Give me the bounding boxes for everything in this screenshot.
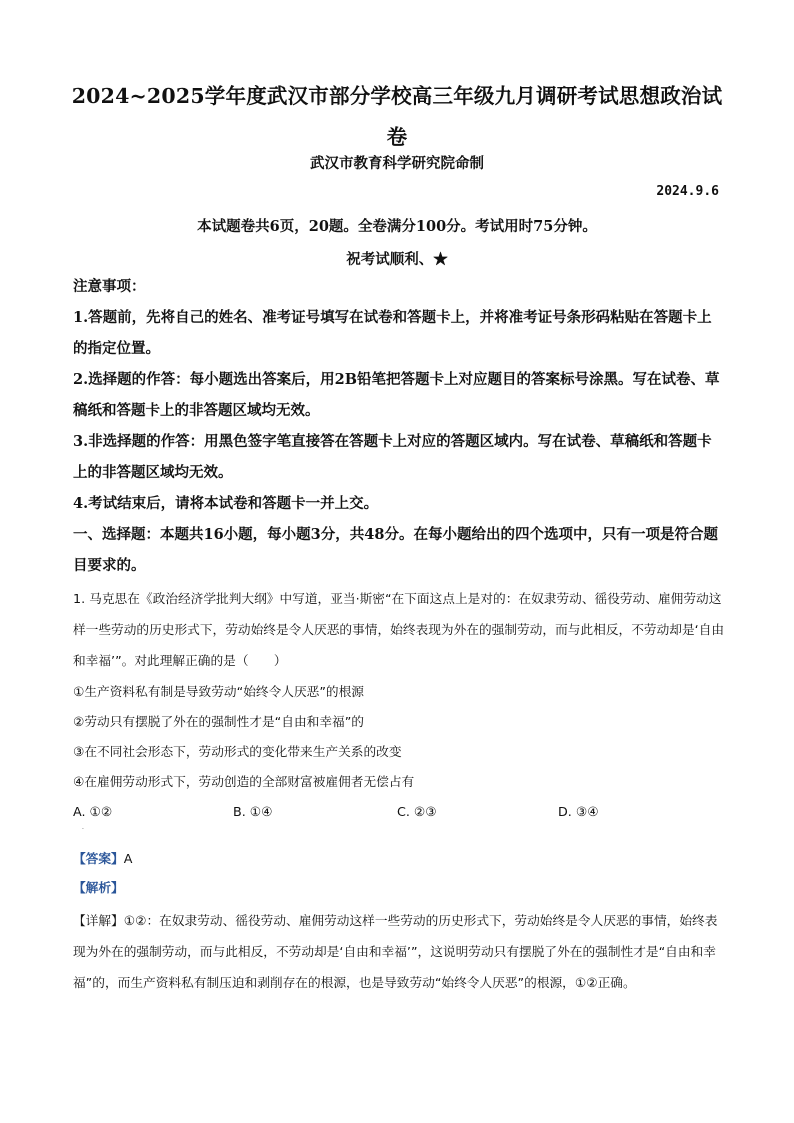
author-line: 武汉市教育科学研究院命制	[310, 155, 484, 172]
answer-options	[73, 804, 733, 832]
detail-block	[73, 905, 725, 998]
statement-2: ②劳动只有摆脱了外在的强制性才是“自由和幸福”的	[73, 714, 364, 729]
option-d: D. ③④	[558, 804, 599, 819]
option-c: C. ②③	[397, 804, 437, 819]
detail-text: ①②：在奴隶劳动、徭役劳动、雇佣劳动这样一些劳动的历史形式下，劳动始终是令人厌恶的事情，始终表现为外在的强制劳动，而与此相反，不劳动却是‘自由和幸福’”，这说明劳动只有摆脱了外在的强制性才是“自由和幸福”的，而生产资料私有制压迫和剥削存在的根源，也是导致劳动“始终令人厌恶”的根源，①②正确。	[73, 913, 718, 990]
notice-heading: 注意事项：	[73, 278, 146, 295]
notice-item-2: 2.选择题的作答：每小题选出答案后，用2B铅笔把答题卡上对应题目的答案标号涂黑。写在试卷、草稿纸和答题卡上的非答题区域均无效。	[73, 371, 720, 419]
analysis-label: 【解析】	[73, 880, 124, 895]
answer-label: 【答案】	[73, 851, 124, 866]
answer-line	[73, 845, 725, 873]
statement-4: ④在雇佣劳动形式下，劳动创造的全部财富被雇佣者无偿占有	[73, 774, 415, 789]
option-a: A. ①②	[73, 804, 113, 819]
statement-1: ①生产资料私有制是导致劳动“始终令人厌恶”的根源	[73, 684, 364, 699]
detail-label: 【详解】	[73, 913, 124, 928]
option-b: B. ①④	[233, 804, 273, 819]
statement-3: ③在不同社会形态下，劳动形式的变化带来生产关系的改变	[73, 744, 402, 759]
section-heading: 一、选择题：本题共16小题，每小题3分，共48分。在每小题给出的四个选项中，只有一项是符合题目要求的。	[73, 526, 718, 574]
notice-item-4: 4.考试结束后，请将本试卷和答题卡一并上交。	[73, 495, 379, 512]
analysis-line	[73, 874, 725, 902]
exam-info: 本试题卷共6页，20题。全卷满分100分。考试用时75分钟。	[197, 218, 597, 235]
wish-line: 祝考试顺利、★	[346, 251, 448, 268]
notice-section	[73, 271, 725, 519]
question-stem: 1. 马克思在《政治经济学批判大纲》中写道，亚当·斯密“在下面这点上是对的：在奴隶劳动、徭役劳动、雇佣劳动这样一些劳动的历史形式下，劳动始终是令人厌恶的事情，始终表现为外在的强制劳动，而与此相反，不劳动却是‘自由和幸福’”。对此理解正确的是（ ）	[73, 591, 725, 668]
statement-list	[73, 677, 725, 797]
dot-mark: ·	[82, 826, 84, 833]
exam-date: 2024.9.6	[656, 184, 719, 199]
notice-item-3: 3.非选择题的作答：用黑色签字笔直接答在答题卡上对应的答题区域内。写在试卷、草稿纸和答题卡上的非答题区域均无效。	[73, 433, 712, 481]
exam-title: 2024~2025学年度武汉市部分学校高三年级九月调研考试思想政治试卷	[71, 84, 723, 149]
notice-item-1: 1.答题前，先将自己的姓名、准考证号填写在试卷和答题卡上，并将准考证号条形码粘贴在答题卡上的指定位置。	[73, 309, 712, 357]
answer-value: A	[123, 851, 133, 866]
